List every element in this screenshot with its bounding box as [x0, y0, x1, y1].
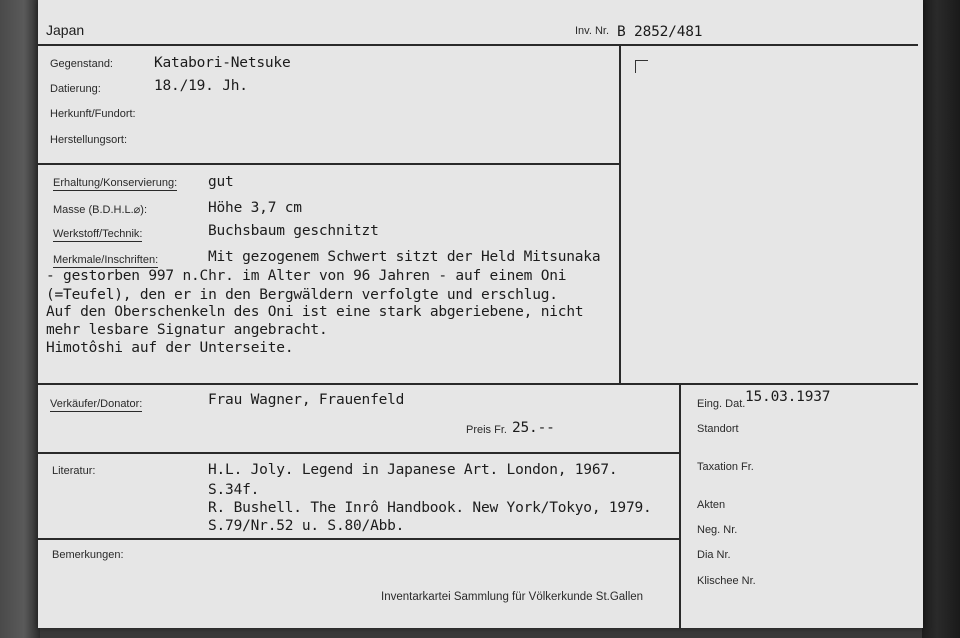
merkmale-line-2: - gestorben 997 n.Chr. im Alter von 96 Jahren - auf einem Oni	[46, 268, 567, 284]
literatur-line-1: H.L. Joly. Legend in Japanese Art. London, 1967.	[208, 462, 618, 478]
literatur-line-3: R. Bushell. The Inrô Handbook. New York/Tokyo, 1979.	[208, 500, 652, 516]
inventory-card	[38, 0, 923, 628]
preis-label: Preis Fr.	[466, 424, 507, 436]
card-footer: Inventarkartei Sammlung für Völkerkunde St.Gallen	[381, 591, 644, 603]
inv-nr-label: Inv. Nr.	[575, 25, 610, 37]
country-heading: Japan	[46, 22, 85, 38]
divider-header	[38, 44, 918, 46]
merkmale-line-4: Auf den Oberschenkeln des Oni ist eine stark abgeriebene, nicht	[46, 304, 584, 320]
literatur-line-4: S.79/Nr.52 u. S.80/Abb.	[208, 518, 405, 534]
merkmale-line-1: Mit gezogenem Schwert sitzt der Held Mitsunaka	[208, 249, 601, 265]
gegenstand-value: Katabori-Netsuke	[154, 55, 291, 71]
erhaltung-value: gut	[208, 174, 234, 190]
bemerkungen-label: Bemerkungen:	[52, 549, 124, 561]
merkmale-label: Merkmale/Inschriften:	[53, 254, 159, 266]
eing-dat-label: Eing. Dat.	[697, 398, 746, 410]
literatur-label: Literatur:	[52, 465, 96, 477]
corner-mark	[635, 60, 648, 73]
standort-label: Standort	[697, 423, 739, 435]
herstellungsort-label: Herstellungsort:	[50, 134, 128, 146]
divider-vendor	[38, 452, 680, 454]
masse-value: Höhe 3,7 cm	[208, 200, 302, 216]
divider-vertical-bottom	[679, 384, 681, 628]
werkstoff-label: Werkstoff/Technik:	[53, 228, 143, 240]
verkaeufer-label: Verkäufer/Donator:	[50, 398, 143, 410]
divider-literature	[38, 538, 680, 540]
akten-label: Akten	[697, 499, 726, 511]
eing-dat-value: 15.03.1937	[745, 389, 831, 405]
erhaltung-label: Erhaltung/Konservierung:	[53, 177, 178, 189]
verkaeufer-value: Frau Wagner, Frauenfeld	[208, 392, 405, 408]
taxation-label: Taxation Fr.	[697, 461, 754, 473]
scan-background-left	[0, 0, 40, 638]
datierung-value: 18./19. Jh.	[154, 78, 248, 94]
merkmale-line-6: Himotôshi auf der Unterseite.	[46, 340, 294, 356]
klischee-nr-label: Klischee Nr.	[697, 575, 756, 587]
divider-vertical-top	[619, 44, 621, 384]
gegenstand-label: Gegenstand:	[50, 58, 113, 70]
scan-background-right	[922, 0, 960, 638]
herkunft-label: Herkunft/Fundort:	[50, 108, 136, 120]
literatur-line-2: S.34f.	[208, 482, 260, 498]
neg-nr-label: Neg. Nr.	[697, 524, 738, 536]
preis-value: 25.--	[512, 420, 555, 436]
merkmale-line-3: (=Teufel), den er in den Bergwäldern verfolgte und erschlug.	[46, 287, 558, 303]
dia-nr-label: Dia Nr.	[697, 549, 731, 561]
divider-object	[38, 163, 620, 165]
divider-description	[38, 383, 918, 385]
inv-nr-value: B 2852/481	[617, 24, 703, 40]
masse-label: Masse (B.D.H.L.⌀):	[53, 204, 148, 216]
werkstoff-value: Buchsbaum geschnitzt	[208, 223, 379, 239]
datierung-label: Datierung:	[50, 83, 101, 95]
merkmale-line-5: mehr lesbare Signatur angebracht.	[46, 322, 328, 338]
